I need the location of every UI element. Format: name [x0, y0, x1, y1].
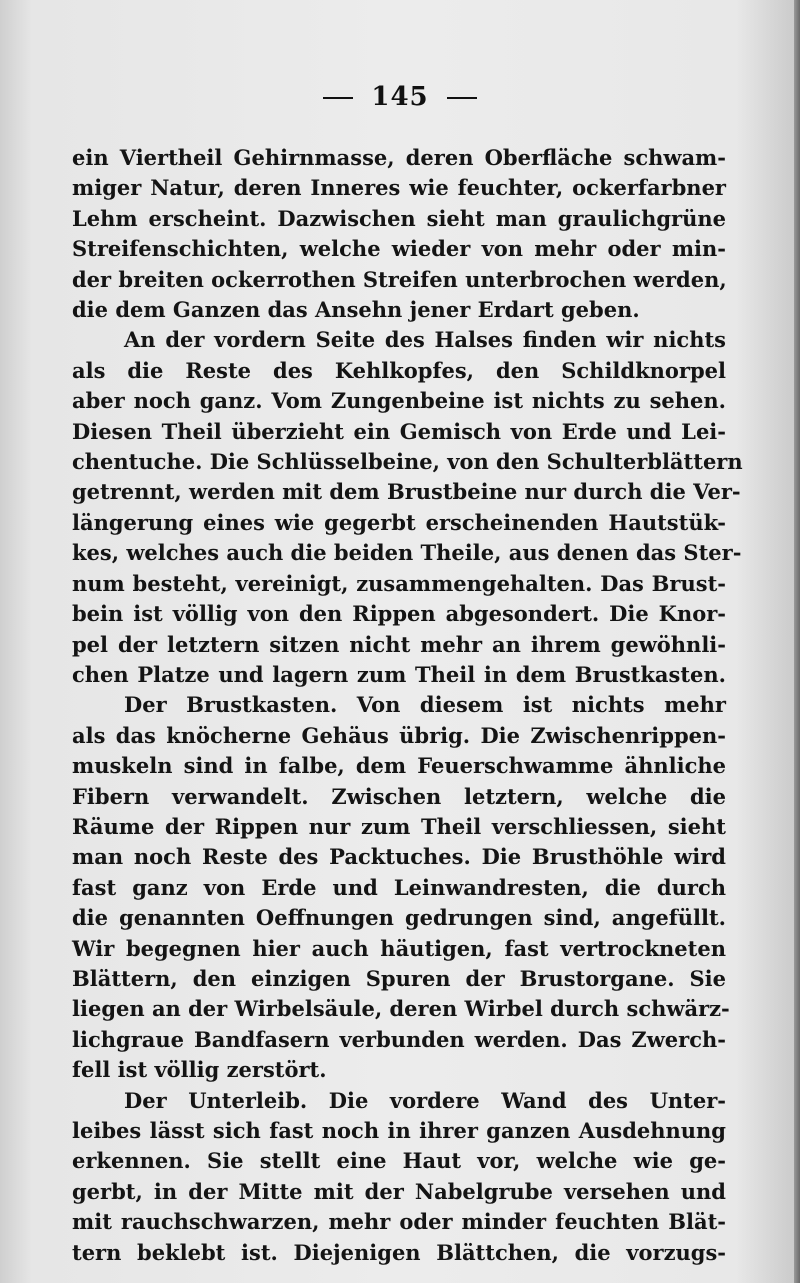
text-line: Wir begegnen hier auch häutigen, fast vertrockneten [72, 935, 726, 961]
header-dash-right [447, 97, 477, 99]
text-line: man noch Reste des Packtuches. Die Brusthöhle wird [72, 844, 726, 870]
text-line: num besteht, vereinigt, zusammengehalten. Das Brust- [72, 570, 726, 596]
text-line: kes, welches auch die beiden Theile, aus denen das Ster- [72, 540, 742, 566]
text-line: aber noch ganz. Vom Zungenbeine ist nichts zu sehen. [72, 388, 726, 414]
text-line: getrennt, werden mit dem Brustbeine nur durch die Ver- [72, 479, 741, 505]
text-line: ein Viertheil Gehirnmasse, deren Oberfläche schwam- [72, 145, 726, 170]
text-line: als das knöcherne Gehäus übrig. Die Zwischenrippen- [72, 722, 726, 748]
text-line: erkennen. Sie stellt eine Haut vor, welche wie ge- [72, 1148, 726, 1174]
text-line: die genannten Oeffnungen gedrungen sind, angefüllt. [72, 905, 726, 931]
text-line: chentuche. Die Schlüsselbeine, von den Schulterblättern [72, 449, 743, 475]
text-line: der breiten ockerrothen Streifen unterbrochen werden, [72, 266, 727, 292]
text-line: Diesen Theil überzieht ein Gemisch von Erde und Lei- [72, 418, 726, 444]
text-line: muskeln sind in falbe, dem Feuerschwamme ähnliche [72, 753, 726, 779]
text-line: Lehm erscheint. Dazwischen sieht man graulichgrüne [72, 205, 726, 231]
text-line: längerung eines wie gegerbt erscheinenden Hautstük- [72, 509, 726, 535]
text-line: chen Platze und lagern zum Theil in dem Brustkasten. [72, 661, 726, 687]
text-line: leibes lässt sich fast noch in ihrer ganzen Ausdehnung [72, 1118, 726, 1143]
text-line: gerbt, in der Mitte mit der Nabelgrube versehen und [72, 1178, 726, 1204]
text-line: Blättern, den einzigen Spuren der Brustorgane. Sie [72, 965, 726, 991]
text-line: An der vordern Seite des Halses finden wir nichts [124, 327, 726, 353]
text-line: Der Unterleib. Die vordere Wand des Unter- [124, 1087, 726, 1113]
text-line: liegen an der Wirbelsäule, deren Wirbel durch schwärz- [72, 996, 730, 1022]
header-dash-left [323, 97, 353, 99]
text-line: die dem Ganzen das Ansehn jener Erdart geben. [72, 297, 640, 323]
text-line: miger Natur, deren Inneres wie feuchter, ockerfarbner [72, 175, 726, 201]
page-number: 145 [371, 82, 429, 112]
page-header [0, 82, 800, 112]
text-line: lichgraue Bandfasern verbunden werden. Das Zwerch- [72, 1026, 726, 1052]
text-line: Räume der Rippen nur zum Theil verschliessen, sieht [72, 813, 726, 839]
text-line: pel der letztern sitzen nicht mehr an ihrem gewöhnli- [72, 631, 726, 657]
text-line: fast ganz von Erde und Leinwandresten, die durch [72, 874, 726, 900]
body-text [72, 143, 743, 1268]
text-line: fell ist völlig zerstört. [72, 1057, 327, 1083]
text-line: mit rauchschwarzen, mehr oder minder feuchten Blät- [72, 1209, 726, 1235]
text-line: Streifenschichten, welche wieder von mehr oder min- [72, 236, 726, 262]
text-line: tern beklebt ist. Diejenigen Blättchen, die vorzugs- [72, 1239, 726, 1265]
text-line: Fibern verwandelt. Zwischen letztern, welche die [72, 783, 726, 809]
text-line: Der Brustkasten. Von diesem ist nichts mehr [124, 692, 726, 718]
text-line: bein ist völlig von den Rippen abgesondert. Die Knor- [72, 601, 726, 627]
text-line: als die Reste des Kehlkopfes, den Schildknorpel [72, 357, 726, 383]
